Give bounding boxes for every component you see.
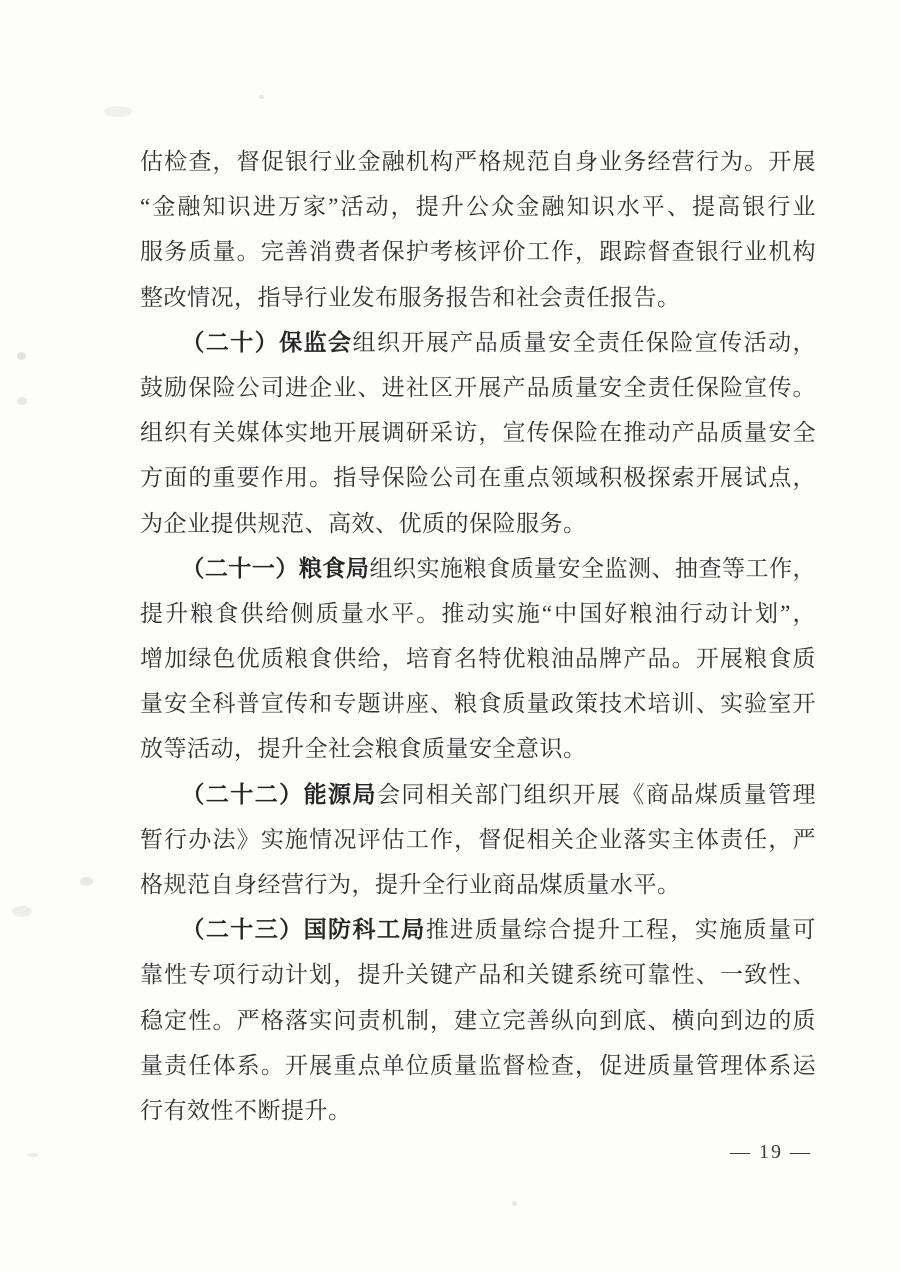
page-number: — 19 — — [730, 1141, 812, 1163]
scan-artifact — [27, 1153, 39, 1157]
scan-artifact — [17, 397, 27, 405]
text-line: 行有效性不断提升。 — [140, 1097, 352, 1123]
text-line: 放等活动，提升全社会粮食质量安全意识。 — [140, 736, 587, 762]
text-line: 方面的重要作用。指导保险公司在重点领域积极探索开展试点， — [140, 465, 816, 491]
text-line: 鼓励保险公司进企业、进社区开展产品质量安全责任保险宣传。 — [140, 374, 816, 400]
section-heading: （二十二）能源局 — [181, 781, 377, 807]
text-line: 增加绿色优质粮食供给，培育名特优粮油品牌产品。开展粮食质 — [140, 646, 816, 672]
text-line: 量安全科普宣传和专题讲座、粮食质量政策技术培训、实验室开 — [140, 691, 816, 717]
scan-artifact — [17, 352, 26, 360]
text-line: 提升粮食供给侧质量水平。推动实施“中国好粮油行动计划”， — [140, 600, 816, 626]
text-line: 靠性专项行动计划，提升关键产品和关键系统可靠性、一致性、 — [140, 962, 816, 988]
section-heading: （二十一）粮食局 — [181, 555, 370, 581]
scan-artifact — [12, 906, 32, 917]
text-line: （二十二）能源局会同相关部门组织开展《商品煤质量管理 — [181, 781, 817, 807]
section-heading: （二十三）国防科工局 — [181, 917, 426, 943]
text-line: “金融知识进万家”活动，提升公众金融知识水平、提高银行业 — [140, 194, 816, 220]
text-line: 组织有关媒体实地开展调研采访，宣传保险在推动产品质量安全 — [140, 420, 816, 446]
text-line: 服务质量。完善消费者保护考核评价工作，跟踪督查银行业机构 — [140, 239, 816, 265]
text-line: （二十一）粮食局组织实施粮食质量安全监测、抽查等工作， — [181, 555, 817, 581]
text-line: （二十三）国防科工局推进质量综合提升工程，实施质量可 — [181, 917, 817, 943]
text-line: 稳定性。严格落实问责机制，建立完善纵向到底、横向到边的质 — [140, 1007, 816, 1033]
document-body-text — [140, 139, 816, 1133]
text-line: （二十）保监会组织开展产品质量安全责任保险宣传活动， — [181, 329, 817, 355]
text-line: 为企业提供规范、高效、优质的保险服务。 — [140, 510, 587, 536]
scan-artifact — [80, 877, 93, 886]
text-line: 量责任体系。开展重点单位质量监督检查，促进质量管理体系运 — [140, 1052, 816, 1078]
scan-artifact — [104, 106, 132, 117]
text-line: 暂行办法》实施情况评估工作，督促相关企业落实主体责任，严 — [140, 826, 816, 852]
text-line: 估检查，督促银行业金融机构严格规范自身业务经营行为。开展 — [140, 149, 816, 174]
text-line: 整改情况，指导行业发布服务报告和社会责任报告。 — [140, 284, 681, 310]
text-line: 格规范自身经营行为，提升全行业商品煤质量水平。 — [140, 872, 681, 897]
scan-artifact — [512, 1201, 517, 1206]
scan-artifact — [259, 95, 264, 99]
section-heading: （二十）保监会 — [181, 329, 353, 355]
